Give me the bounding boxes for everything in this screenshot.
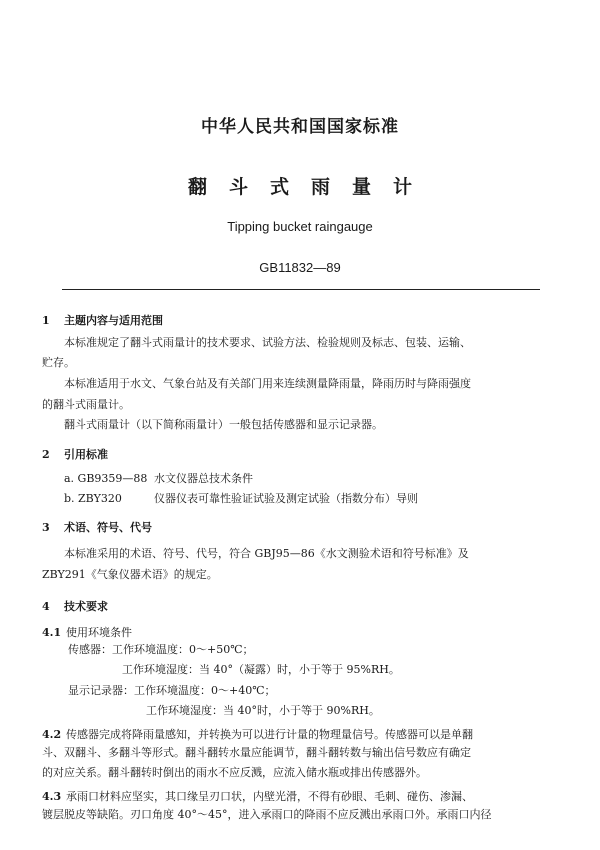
section-4-heading <box>42 598 108 614</box>
section-number: 4 <box>42 600 50 613</box>
section-2-heading <box>42 446 108 462</box>
paragraph: 传感器完成将降雨量感知，并转换为可以进行计量的物理量信号。传感器可以是单翻 <box>66 728 473 741</box>
paragraph: ZBY291《气象仪器术语》的规定。 <box>42 568 218 581</box>
reference-code: a. GB9359—88 <box>64 472 148 485</box>
section-number: 3 <box>42 521 50 534</box>
subsection-title: 使用环境条件 <box>66 626 132 639</box>
english-title: Tipping bucket raingauge <box>227 219 373 234</box>
section-title: 术语、符号、代号 <box>64 521 152 534</box>
paragraph: 本标准规定了翻斗式雨量计的技术要求、试验方法、检验规则及标志、包装、运输、 <box>64 336 471 349</box>
section-title: 引用标准 <box>64 448 108 461</box>
section-3-heading <box>42 519 152 535</box>
paragraph: 本标准采用的术语、符号、代号，符合 GBJ95—86《水文测验术语和符号标准》及 <box>64 547 469 560</box>
subsection-4-1 <box>42 624 132 640</box>
paragraph: 本标准适用于水文、气象台站及有关部门用来连续测量降雨量，降雨历时与降雨强度 <box>64 377 471 390</box>
paragraph: 工作环境湿度：当 40°时，小于等于 90%RH。 <box>146 704 380 717</box>
reference-title: 水文仪器总技术条件 <box>154 472 253 485</box>
paragraph: 显示记录器：工作环境温度：0～+40℃； <box>68 684 276 697</box>
reference-item <box>64 490 418 506</box>
section-title: 技术要求 <box>64 600 108 613</box>
paragraph: 翻斗式雨量计（以下简称雨量计）一般包括传感器和显示记录器。 <box>64 418 383 431</box>
page-title: 翻斗式雨量计 <box>187 176 434 198</box>
subsection-number: 4.3 <box>42 790 62 803</box>
paragraph: 的翻斗式雨量计。 <box>42 398 130 411</box>
standard-code: GB11832—89 <box>259 260 341 275</box>
section-1-heading <box>42 312 163 328</box>
section-title: 主题内容与适用范围 <box>64 314 163 327</box>
section-number: 2 <box>42 448 50 461</box>
paragraph: 的对应关系。翻斗翻转时倒出的雨水不应反溅，应流入储水瓶或排出传感器外。 <box>42 766 427 779</box>
reference-title: 仪器仪表可靠性验证试验及测定试验（指数分布）导则 <box>154 492 418 505</box>
section-number: 1 <box>42 314 50 327</box>
subsection-number: 4.1 <box>42 626 62 639</box>
subsection-4-3 <box>42 788 473 804</box>
paragraph: 贮存。 <box>42 356 75 369</box>
subsection-4-2 <box>42 726 473 742</box>
header-divider <box>62 289 540 290</box>
paragraph: 斗、双翻斗、多翻斗等形式。翻斗翻转水量应能调节，翻斗翻转数与输出信号数应有确定 <box>42 746 471 759</box>
paragraph: 工作环境湿度：当 40°（凝露）时，小于等于 95%RH。 <box>122 663 400 676</box>
paragraph: 镀层脱皮等缺陷。刃口角度 40°～45°，进入承雨口的降雨不应反溅出承雨口外。承雨口内径 <box>42 808 492 821</box>
paragraph: 承雨口材料应坚实，其口缘呈刃口状，内壁光滑，不得有砂眼、毛刺、碰伤、渗漏、 <box>66 790 473 803</box>
subsection-number: 4.2 <box>42 728 62 741</box>
paragraph: 传感器：工作环境温度：0～+50℃； <box>68 643 254 656</box>
national-standard-heading: 中华人民共和国国家标准 <box>201 117 399 137</box>
reference-item <box>64 470 253 486</box>
reference-code: b. ZBY320 <box>64 492 122 505</box>
